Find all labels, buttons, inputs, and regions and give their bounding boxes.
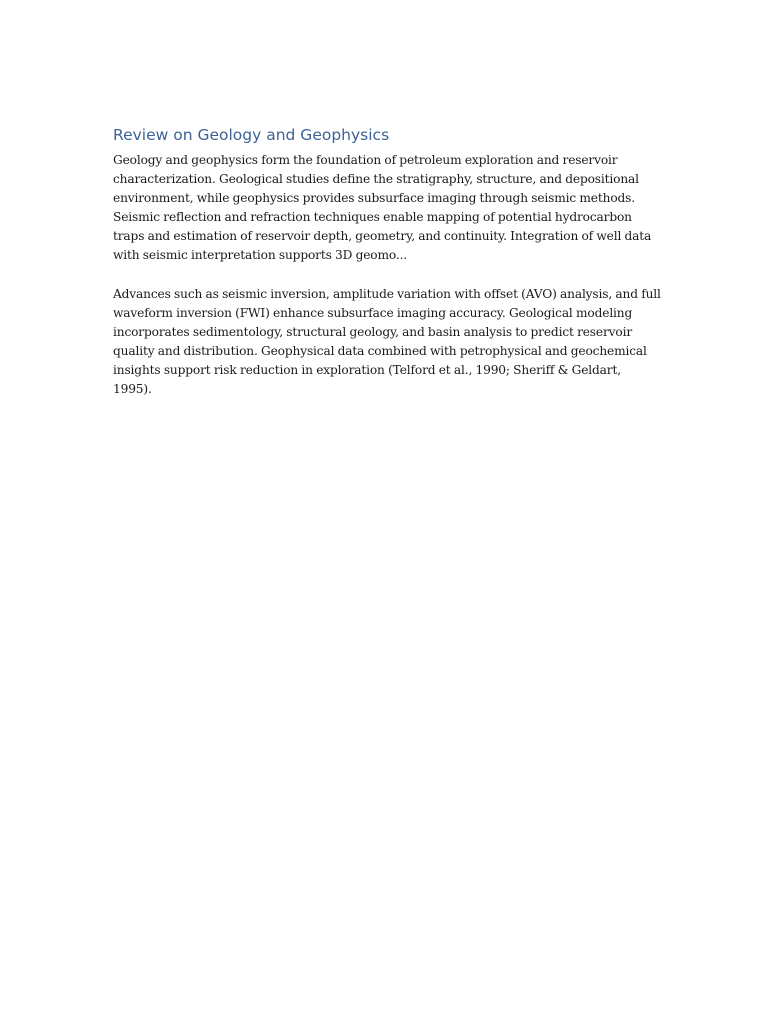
paragraph-geology-geophysics-foundation: Geology and geophysics form the foundation of petroleum exploration and reservoir characterization. Geological studies define the stratigraphy, structure, and depositional environment, while geophysics provides subsurface imaging through seismic methods. Seismic reflection and refraction techniques enable mapping of potential hydrocarbon traps and estimation of reservoir depth, geometry, and continuity. Integration of well data with seismic interpretation supports 3D geomo... bbox=[113, 153, 652, 263]
document-body bbox=[113, 124, 661, 399]
document-heading: Review on Geology and Geophysics bbox=[113, 126, 390, 144]
paragraph-geophysical-advances: Advances such as seismic inversion, amplitude variation with offset (AVO) analysis, and full waveform inversion (FWI) enhance subsurface imaging accuracy. Geological modeling incorporates sedimentology, structural geology, and basin analysis to predict reservoir quality and distribution. Geophysical data combined with petrophysical and geochemical insights support risk reduction in exploration (Telford et al., 1990; Sheriff & Geldart, 1995). bbox=[113, 286, 661, 397]
